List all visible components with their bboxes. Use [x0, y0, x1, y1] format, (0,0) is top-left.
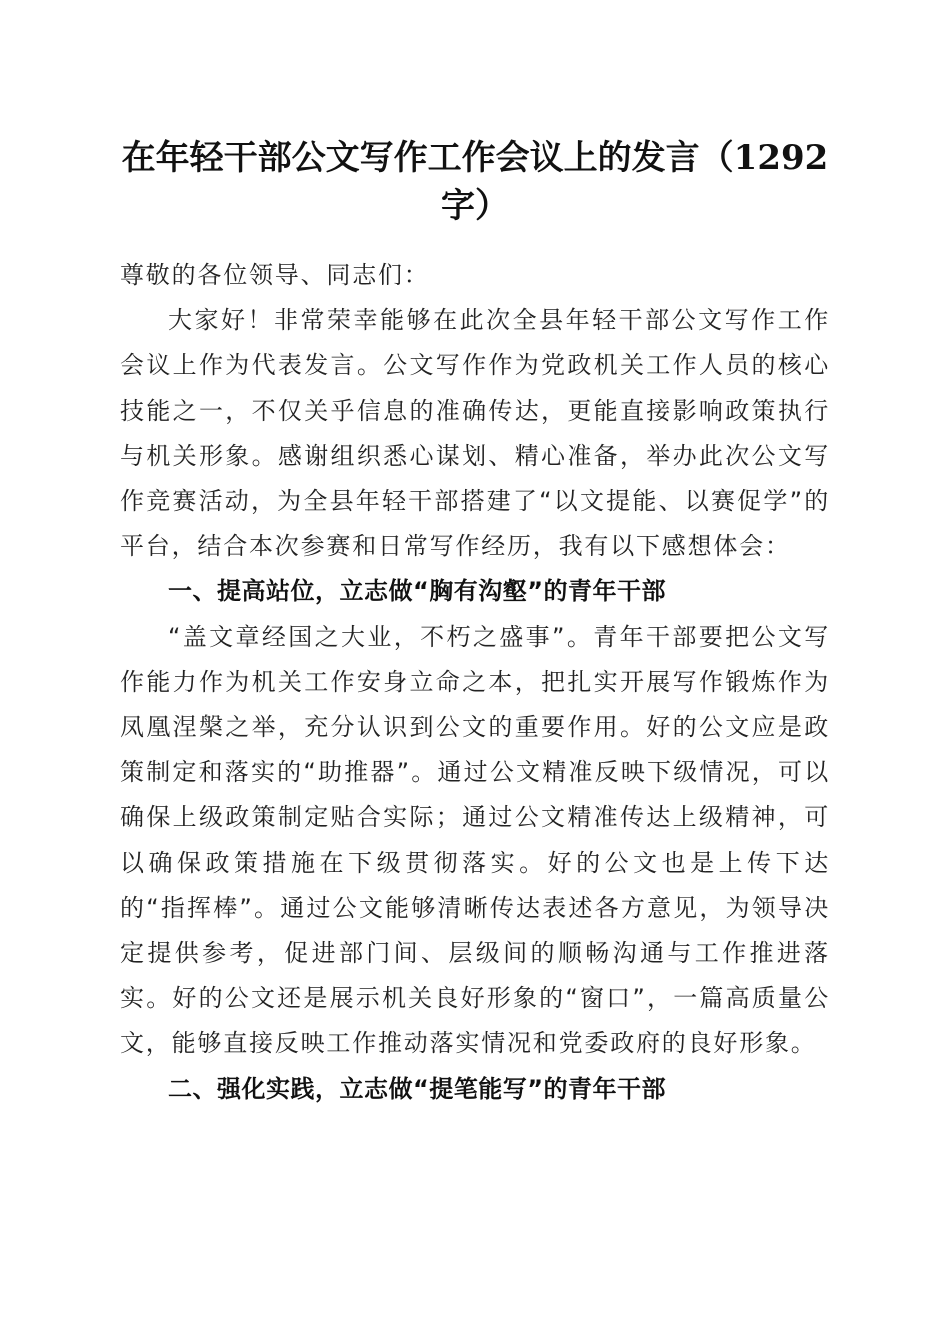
intro-paragraph: 大家好！非常荣幸能够在此次全县年轻干部公文写作工作会议上作为代表发言。公文写作作为党政机关工作人员的核心技能之一，不仅关乎信息的准确传达，更能直接影响政策执行与机关形象。感谢组织悉心谋划、精心准备，举办此次公文写作竞赛活动，为全县年轻干部搭建了“以文提能、以赛促学”的平台，结合本次参赛和日常写作经历，我有以下感想体会： — [120, 306, 830, 561]
section-2-heading: 二、强化实践，立志做“提笔能写”的青年干部 — [168, 1074, 667, 1103]
section-1-heading: 一、提高站位，立志做“胸有沟壑”的青年干部 — [168, 577, 667, 606]
document-body — [120, 253, 830, 1112]
section-1-paragraph: “盖文章经国之大业，不朽之盛事”。青年干部要把公文写作能力作为机关工作安身立命之本，把扎实开展写作锻炼作为凤凰涅槃之举，充分认识到公文的重要作用。好的公文应是政策制定和落实的“助推器”。通过公文精准反映下级情况，可以确保上级政策制定贴合实际；通过公文精准传达上级精神，可以确保政策措施在下级贯彻落实。好的公文也是上传下达的“指挥棒”。通过公文能够清晰传达表述各方意见，为领导决定提供参考，促进部门间、层级间的顺畅沟通与工作推进落实。好的公文还是展示机关良好形象的“窗口”，一篇高质量公文，能够直接反映工作推动落实情况和党委政府的良好形象。 — [120, 622, 830, 1058]
document-title: 在年轻干部公文写作工作会议上的发言（1292字） — [121, 138, 829, 226]
salutation: 尊敬的各位领导、同志们： — [120, 261, 430, 289]
